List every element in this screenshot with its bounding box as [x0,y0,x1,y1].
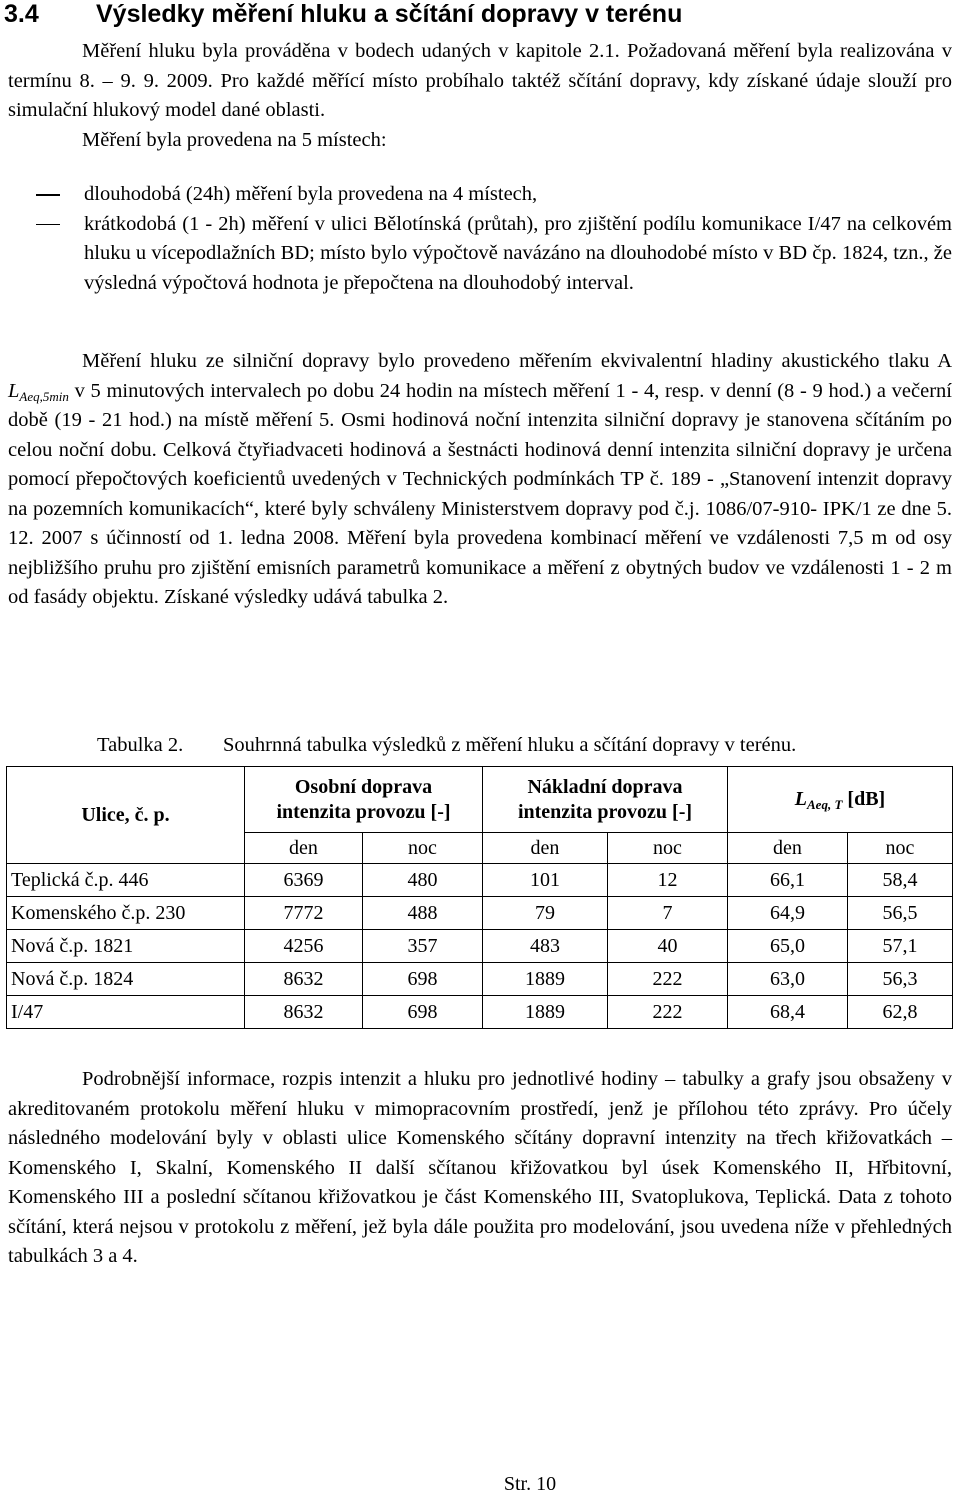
measurement-list [36,180,952,298]
subheader-laeq-day: den [728,833,848,864]
cell-street: I/47 [7,996,245,1029]
section-number: 3.4 [4,0,39,28]
cell-freight-night: 7 [608,897,728,930]
cell-freight-night: 222 [608,996,728,1029]
subheader-freight-day: den [483,833,608,864]
sites-lead-text: Měření byla provedena na 5 místech: [82,128,387,151]
cell-laeq-night: 58,4 [848,864,953,897]
laeq-subscript: Aeq,5min [19,388,69,404]
cell-laeq-night: 57,1 [848,930,953,963]
header-laeq: $L_{Aeq, T}$ [dB] [728,767,953,833]
cell-passenger-day: 8632 [245,996,363,1029]
table-caption-label: Tabulka 2. [97,734,184,756]
cell-passenger-night: 357 [363,930,483,963]
subheader-freight-night: noc [608,833,728,864]
methodology-text-rest: v 5 minutových intervalech po dobu 24 hodin na místech měření 1 - 4, resp. v denní (8 - 9 hod.) a večerní době (19 - 21 hod.) na místě měření 5. Osmi hodinová noční intenzita silniční dopravy je stanovena sčítáním po celou noční dobu. Celková čtyřiadvaceti hodinová a šestnácti hodinová denní intenzita silniční dopravy je určena pomocí přepočtových koeficientů uvedených v Technických podmínkách TP č. 189 - „Stanovení intenzit dopravy na pozemních komunikacích“, které byly schváleny Ministerstvem dopravy pod č.j. 1086/07-910- IPK/1 ze dne 5. 12. 2007 s účinností od 1. ledna 2008. Měření byla provedena kombinací měření ve vzdálenosti 7,5 m od osy nejbližšího pruhu pro zjištění emisních parametrů komunikace a měření z obytných budov ve vzdálenosti 1 - 2 m od fasády objektu. Získané výsledky udává tabulka 2. [8,379,952,608]
table-row [7,963,953,996]
methodology-paragraph [8,347,952,613]
table-row [7,996,953,1029]
details-text: Podrobnější informace, rozpis intenzit a hluku pro jednotlivé hodiny – tabulky a grafy jsou obsaženy v akreditovaném protokolu měření hluku v mimopracovním prostředí, jenž je přílohou této zprávy. Pro účely následného modelování byly v oblasti ulice Komenského sčítány dopravní intenzity na třech křižovatkách – Komenského I, Skalní, Komenského II další sčítanou křižovatkou byl úsek Komenského II, Hřbitovní, Komenského III a poslední sčítanou křižovatkou je část Komenského III, Svatoplukova, Teplická. Data z tohoto sčítání, která nejsou v protokolu z měření, jež byla dále použita pro modelování, jsou uvedena níže v přehledných tabulkách 3 a 4. [8,1068,952,1267]
cell-freight-day: 79 [483,897,608,930]
details-paragraph [8,1065,952,1272]
page-number: Str. 10 [503,1473,557,1495]
table-row [7,864,953,897]
cell-freight-night: 222 [608,963,728,996]
cell-passenger-day: 4256 [245,930,363,963]
laeq-symbol: L [8,379,20,402]
intro-paragraph [8,37,952,155]
intro-text: Měření hluku byla prováděna v bodech udaných v kapitole 2.1. Požadovaná měření byla realizována v termínu 8. – 9. 9. 2009. Pro každé měřící místo probíhalo taktéž sčítání dopravy, kdy získané údaje slouží pro simulační hlukový model dané oblasti. [8,40,952,121]
header-passenger: Osobní doprava intenzita provozu [-] [245,767,483,833]
cell-freight-night: 12 [608,864,728,897]
header-street: Ulice, č. p. [7,767,245,864]
cell-passenger-day: 8632 [245,963,363,996]
cell-laeq-day: 66,1 [728,864,848,897]
table-caption [97,732,796,758]
table-row [7,897,953,930]
cell-passenger-day: 6369 [245,864,363,897]
cell-passenger-day: 7772 [245,897,363,930]
cell-passenger-night: 698 [363,963,483,996]
cell-street: Nová č.p. 1821 [7,930,245,963]
cell-freight-day: 1889 [483,996,608,1029]
cell-freight-day: 101 [483,864,608,897]
subheader-laeq-night: noc [848,833,953,864]
cell-passenger-night: 698 [363,996,483,1029]
cell-street: Teplická č.p. 446 [7,864,245,897]
cell-passenger-night: 480 [363,864,483,897]
subheader-passenger-day: den [245,833,363,864]
cell-freight-day: 1889 [483,963,608,996]
table-caption-text: Souhrnná tabulka výsledků z měření hluku a sčítání dopravy v terénu. [223,734,797,756]
section-title: Výsledky měření hluku a sčítání dopravy v terénu [96,0,683,28]
cell-street: Komenského č.p. 230 [7,897,245,930]
cell-laeq-day: 64,9 [728,897,848,930]
cell-laeq-day: 63,0 [728,963,848,996]
list-item: dlouhodobá (24h) měření byla provedena na 4 místech, [36,180,952,210]
results-table [6,766,953,1029]
cell-passenger-night: 488 [363,897,483,930]
cell-freight-night: 40 [608,930,728,963]
cell-street: Nová č.p. 1824 [7,963,245,996]
cell-laeq-night: 62,8 [848,996,953,1029]
subheader-passenger-night: noc [363,833,483,864]
header-freight: Nákladní doprava intenzita provozu [-] [483,767,728,833]
section-heading [4,0,682,29]
cell-laeq-day: 68,4 [728,996,848,1029]
cell-laeq-night: 56,3 [848,963,953,996]
list-item: krátkodobá (1 - 2h) měření v ulici Bělotínská (průtah), pro zjištění podílu komunikace I/47 na celkovém hluku u vícepodlažních BD; místo bylo výpočtově navázáno na dlouhodobé místo v BD čp. 1824, tzn., že výsledná výpočtová hodnota je přepočtena na dlouhodobý interval. [36,210,952,299]
cell-laeq-night: 56,5 [848,897,953,930]
methodology-text-start: Měření hluku ze silniční dopravy bylo provedeno měřením ekvivalentní hladiny akustického tlaku A [82,350,952,372]
table-row [7,930,953,963]
cell-laeq-day: 65,0 [728,930,848,963]
cell-freight-day: 483 [483,930,608,963]
